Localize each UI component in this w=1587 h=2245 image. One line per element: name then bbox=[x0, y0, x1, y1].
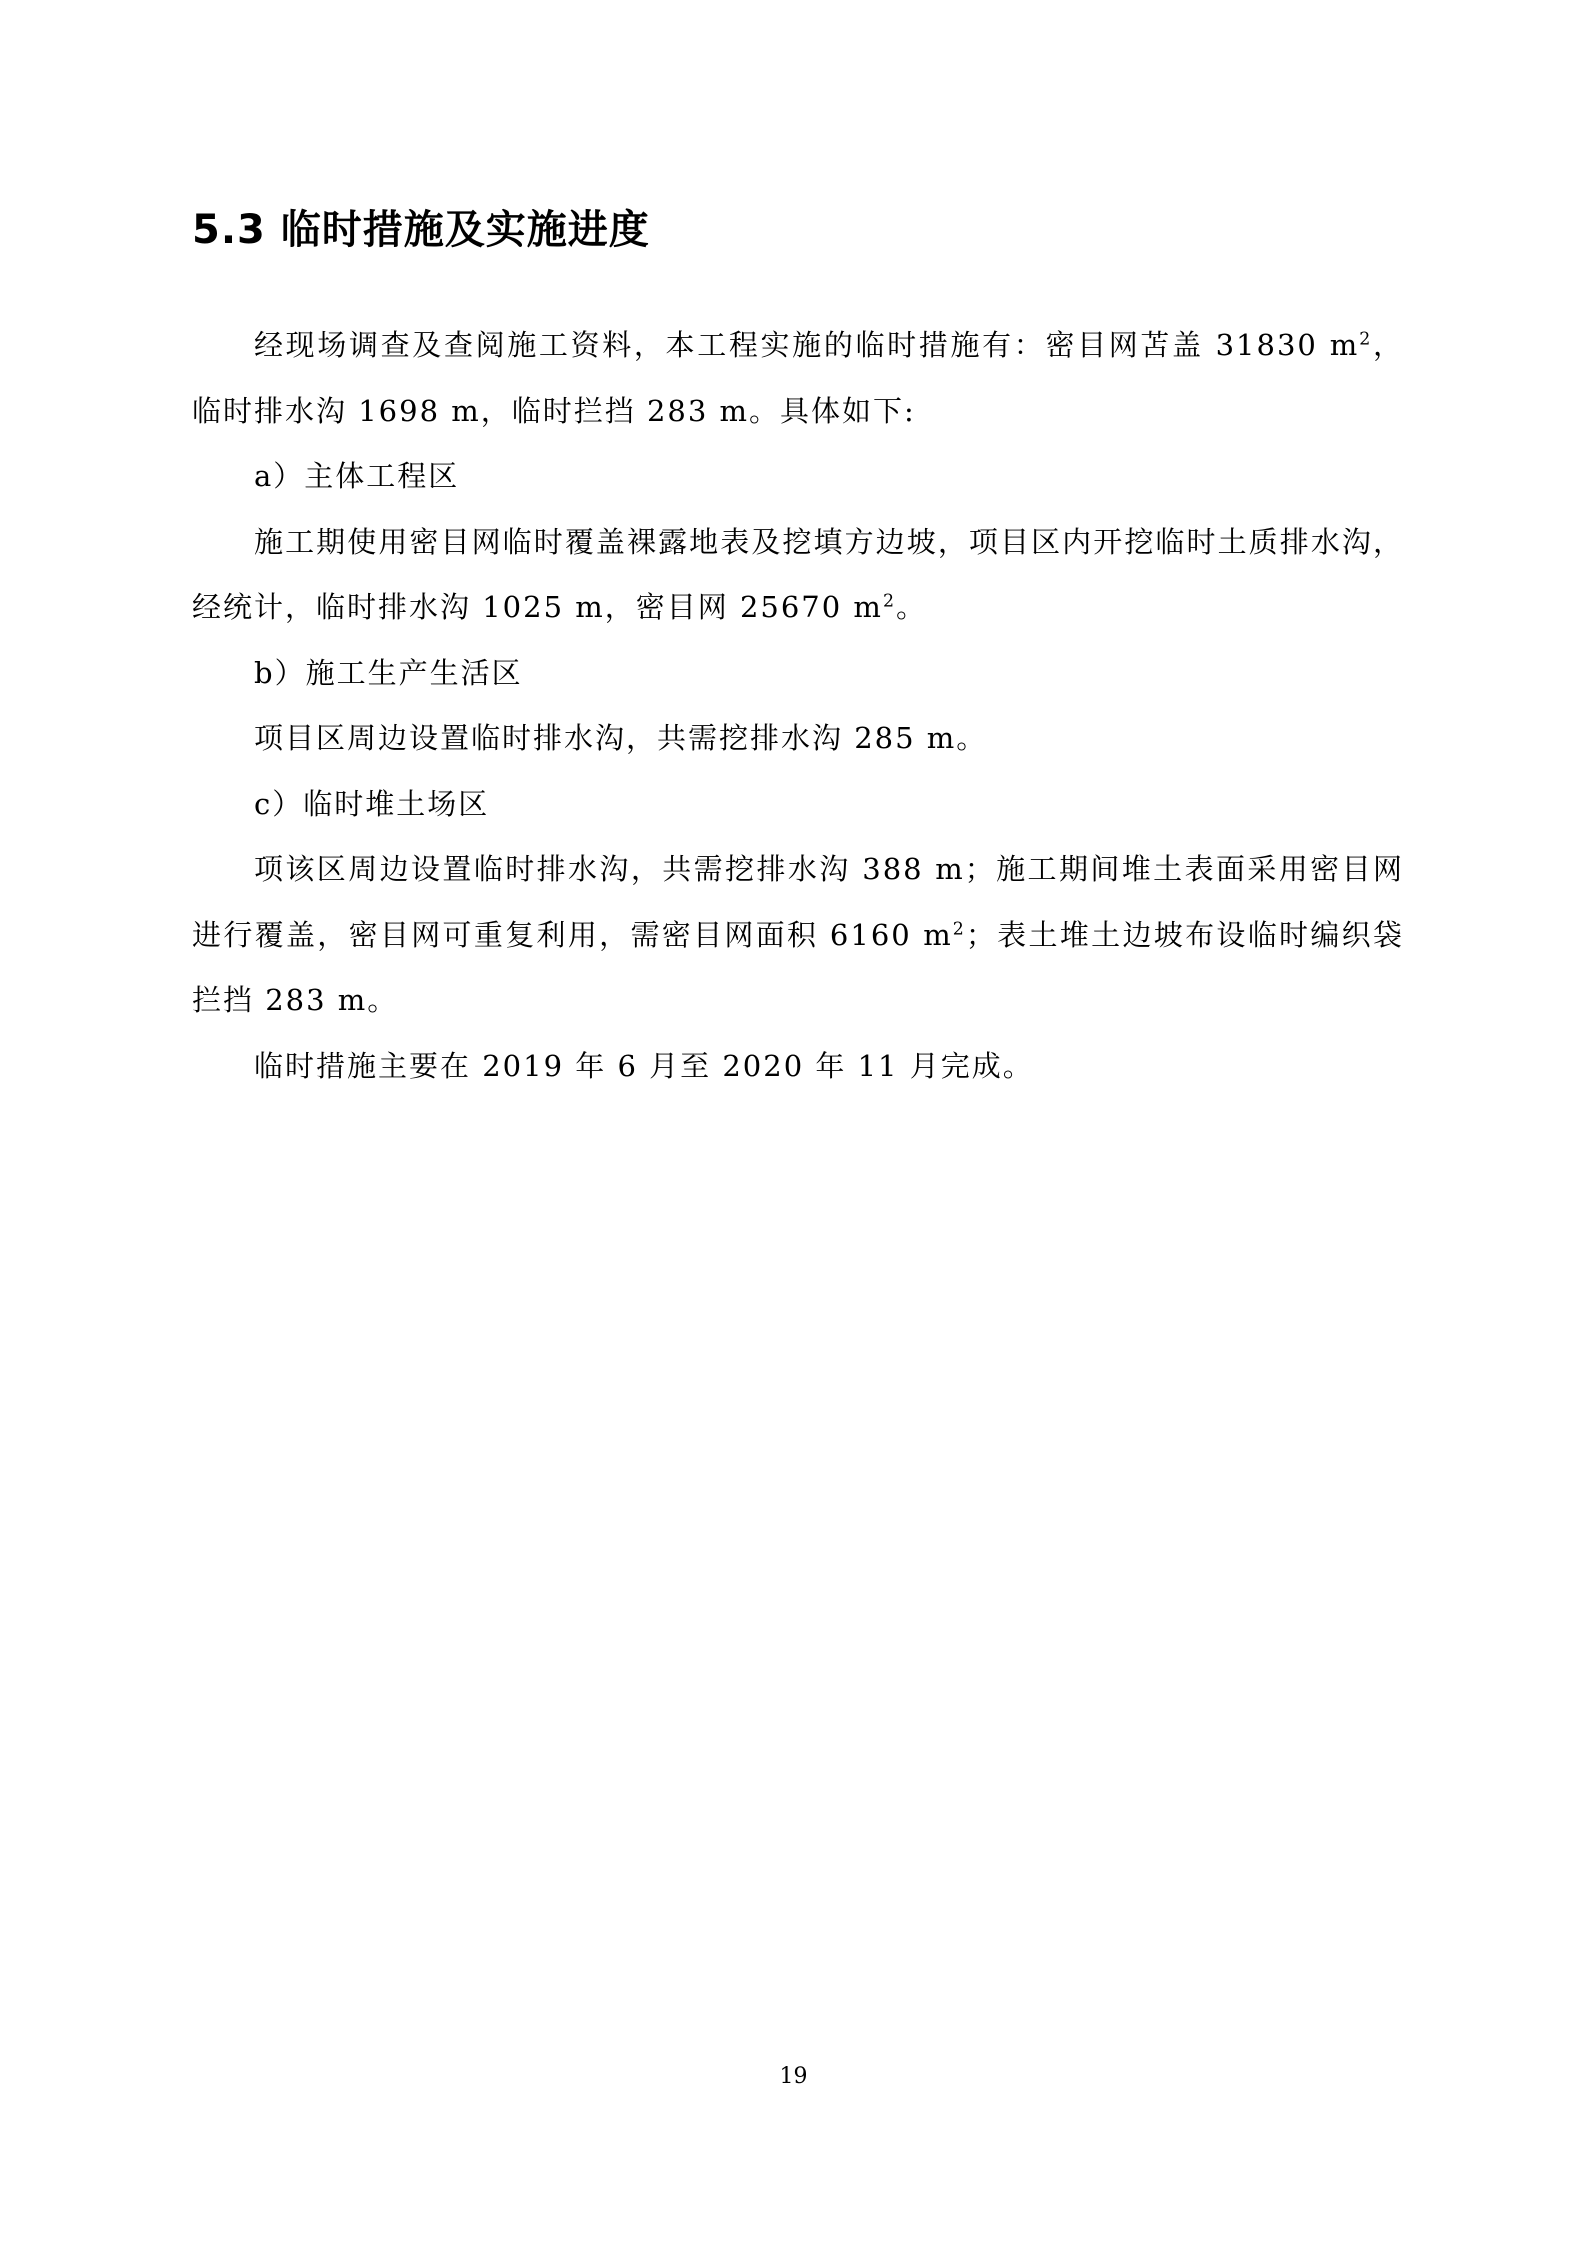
section-body bbox=[192, 313, 1404, 1099]
section-number: 5.3 bbox=[192, 207, 266, 253]
main-works-paragraph: 施工期使用密目网临时覆盖裸露地表及挖填方边坡，项目区内开挖临时土质排水沟，经统计，临时排水沟 1025 m，密目网 25670 $m^2$。 bbox=[192, 524, 1404, 624]
schedule-paragraph: 临时措施主要在 2019 年 6 月至 2020 年 11 月完成。 bbox=[254, 1048, 1034, 1083]
intro-paragraph: 经现场调查及查阅施工资料，本工程实施的临时措施有：密目网苫盖 31830 $m^2$，临时排水沟 1698 m，临时拦挡 283 m。具体如下: bbox=[192, 328, 1404, 428]
soil-stockpile-paragraph: 项该区周边设置临时排水沟，共需挖排水沟 388 m；施工期间堆土表面采用密目网进行覆盖，密目网可重复利用，需密目网面积 6160 $m^2$；表土堆土边坡布设临时编织袋拦挡 283 m。 bbox=[192, 852, 1404, 1017]
construction-camp-paragraph: 项目区周边设置临时排水沟，共需挖排水沟 285 m。 bbox=[254, 721, 988, 755]
section-title: 临时措施及实施进度 bbox=[280, 207, 650, 253]
soil-stockpile-heading: c）临时堆土场区 bbox=[254, 786, 490, 821]
main-works-heading: a）主体工程区 bbox=[254, 459, 460, 493]
construction-camp-heading: b）施工生产生活区 bbox=[254, 655, 523, 690]
page-number: 19 bbox=[779, 2064, 808, 2089]
section-heading bbox=[192, 202, 650, 258]
